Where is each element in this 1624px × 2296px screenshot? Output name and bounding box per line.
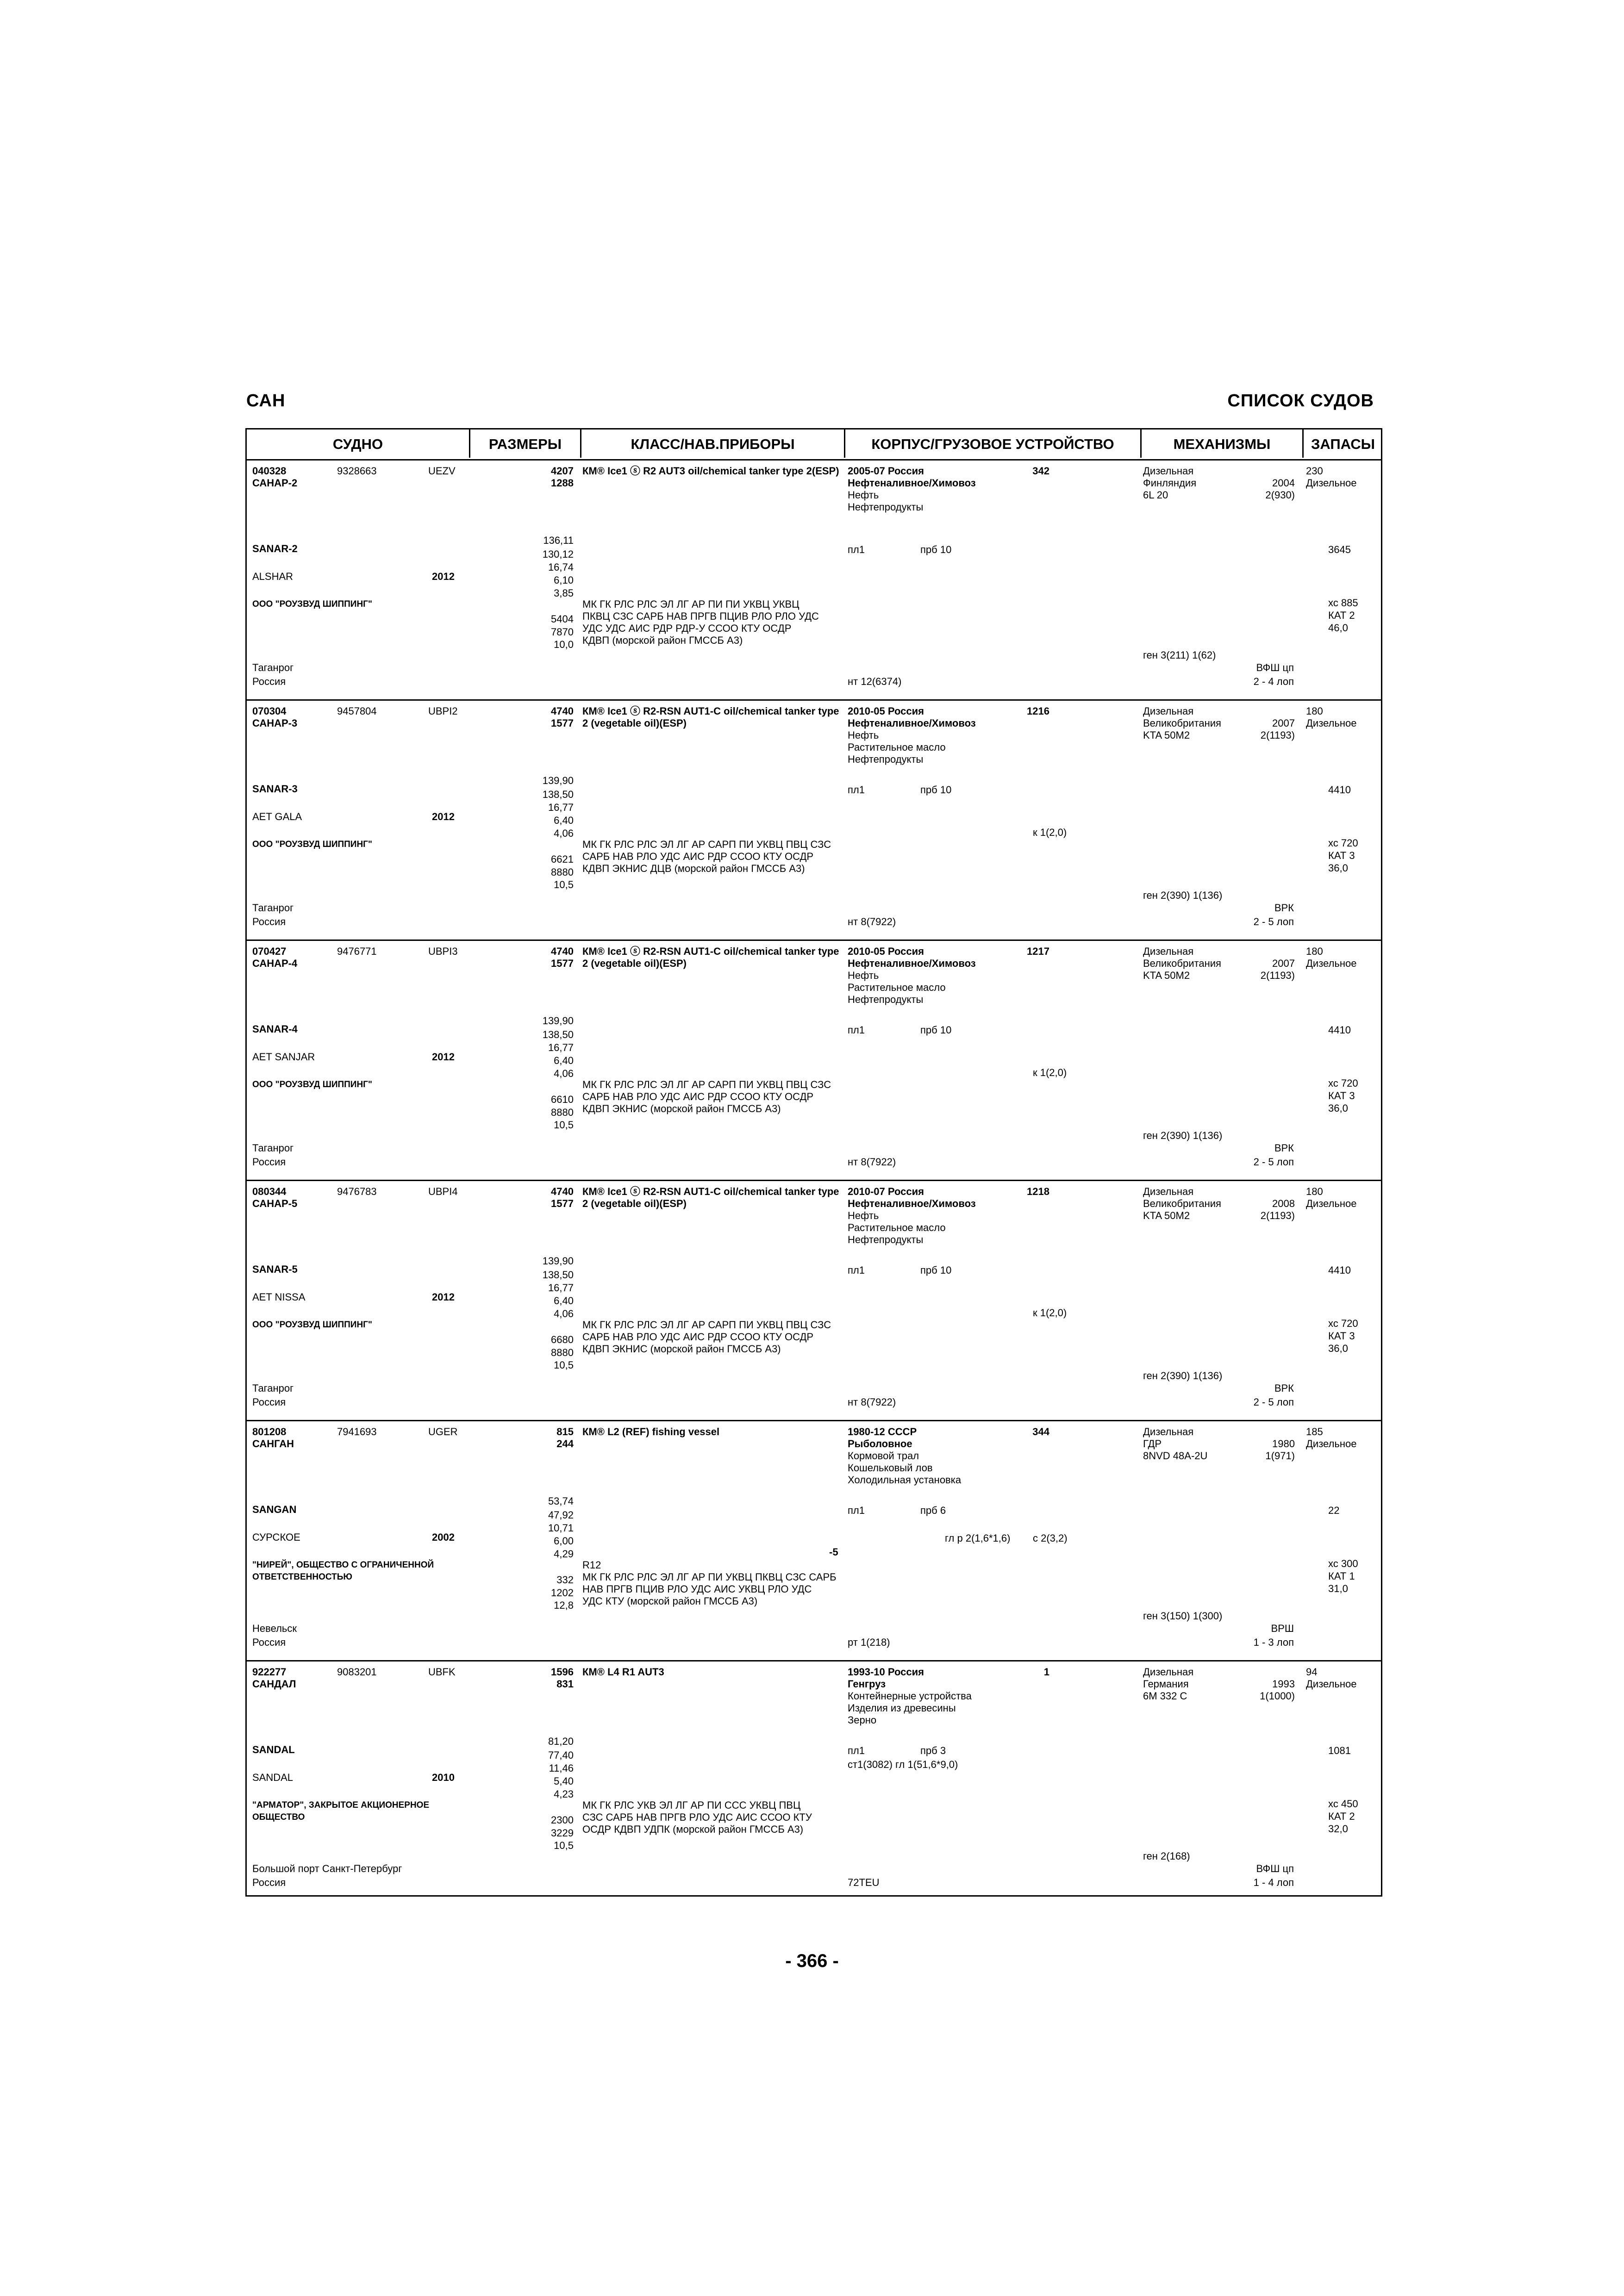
generators: ген 3(211) 1(62) (1143, 649, 1216, 661)
draft: 36,0 (1328, 1343, 1348, 1354)
class-notation: КМ® Ice1 ⓢ R2-RSN AUT1-C oil/chemical tanker type 2 (vegetable oil)(ESP) (582, 1186, 839, 1209)
imo-number: 9476771 (337, 946, 377, 957)
former-year: 2012 (432, 1051, 455, 1063)
crane: к 1(2,0) (1033, 827, 1067, 838)
propeller-blades: 2 - 5 лоп (1253, 1156, 1294, 1168)
cargo-gear: гл р 2(1,6*1,6) (945, 1532, 1011, 1544)
propeller-blades: 2 - 4 лоп (1253, 676, 1294, 687)
speed: хс 720 (1328, 1077, 1358, 1089)
dimension-value: 4207 (551, 465, 574, 477)
dimension-value: 6,40 (554, 1055, 574, 1066)
yard-number: 1216 (1027, 705, 1049, 717)
tonnage: 72TEU (848, 1877, 880, 1888)
flag-state: Россия (252, 1636, 286, 1648)
engine-model: 8NVD 48A-2U (1143, 1450, 1208, 1462)
former-year: 2010 (432, 1772, 455, 1783)
col-vessel: СУДНО (332, 436, 383, 452)
dimension-value: 6610 (551, 1094, 574, 1105)
engine-country: Германия (1143, 1678, 1189, 1690)
vessel-record (247, 1421, 1381, 1661)
propeller: ВФШ цп (1256, 1863, 1294, 1874)
dimension-value: 1596 (551, 1666, 574, 1678)
draft: 36,0 (1328, 1102, 1348, 1114)
fuel-amount: 185 (1306, 1426, 1323, 1437)
speed: хс 300 (1328, 1558, 1358, 1569)
reg-number: 070304 (252, 705, 287, 717)
flag-state: Россия (252, 676, 286, 687)
dimension-value: 3229 (551, 1827, 574, 1839)
propeller-blades: 2 - 5 лоп (1253, 1396, 1294, 1408)
yard-number: 1217 (1027, 946, 1049, 957)
build-date: 1980-12 СССР (848, 1426, 917, 1437)
generators: ген 3(150) 1(300) (1143, 1610, 1223, 1622)
propeller-blades: 2 - 5 лоп (1253, 916, 1294, 927)
dimension-value: 4,29 (554, 1548, 574, 1560)
call-sign: UGER (428, 1426, 458, 1437)
range: 4410 (1328, 1264, 1351, 1276)
vessel-type: Нефтеналивное/Химовоз (848, 717, 976, 729)
draft: 31,0 (1328, 1583, 1348, 1594)
engine-country: Финляндия (1143, 477, 1197, 489)
owner-name: ООО "РОУЗВУД ШИППИНГ" (252, 1080, 372, 1089)
propeller: ВРК (1274, 1382, 1294, 1394)
vessel-type: Нефтеналивное/Химовоз (848, 1198, 976, 1209)
dimension-value: 77,40 (548, 1749, 574, 1761)
former-name: AET SANJAR (252, 1051, 315, 1063)
imo-number: 9328663 (337, 465, 377, 477)
former-year: 2002 (432, 1531, 455, 1543)
nav-equipment: R12 МК ГК РЛС РЛС ЭЛ ЛГ АР ПИ УКВЦ ПКВЦ СЗС САРБ НАВ ПРГВ ПЦИВ РЛО УДС АИС УКВЦ РЛО УДС УДС КТУ (морской район ГМССБ А3) (582, 1559, 837, 1607)
draft: 32,0 (1328, 1823, 1348, 1835)
category: КАТ 3 (1328, 1090, 1355, 1101)
fuel-type: Дизельное (1306, 1438, 1357, 1450)
decks: пл1 (848, 544, 865, 555)
flag-state: Россия (252, 916, 286, 927)
dimension-value: 10,5 (554, 1119, 574, 1131)
crane: к 1(2,0) (1033, 1067, 1067, 1078)
dimension-value: 8880 (551, 1107, 574, 1118)
dimension-value: 139,90 (542, 1255, 574, 1267)
class-notation: КМ® L4 R1 AUT3 (582, 1666, 664, 1678)
speed: хс 720 (1328, 837, 1358, 849)
propeller: ВФШ цп (1256, 662, 1294, 673)
fuel-type: Дизельное (1306, 1678, 1357, 1690)
vessel-record (247, 1661, 1381, 1902)
category: КАТ 3 (1328, 1330, 1355, 1342)
generators: ген 2(390) 1(136) (1143, 1130, 1223, 1141)
reg-number: 922277 (252, 1666, 287, 1678)
dimension-value: 8880 (551, 866, 574, 878)
dimension-value: 4,23 (554, 1788, 574, 1800)
tonnage: нт 8(7922) (848, 1156, 896, 1168)
yard-number: 1 (1043, 1666, 1049, 1678)
vessel-type: Генгруз (848, 1678, 886, 1690)
class-notation: КМ® L2 (REF) fishing vessel (582, 1426, 720, 1437)
vessel-name: САНГАН (252, 1438, 294, 1450)
engine-year: 1993 (1272, 1678, 1295, 1690)
engine-type: Дизельная (1143, 705, 1194, 717)
dimension-value: 10,71 (548, 1522, 574, 1534)
dimension-value: 5404 (551, 613, 574, 625)
category: КАТ 2 (1328, 1811, 1355, 1822)
yard-number: 342 (1032, 465, 1049, 477)
dimension-value: 10,5 (554, 1840, 574, 1851)
engine-country: Великобритания (1143, 717, 1221, 729)
engine-model: 6M 332 C (1143, 1690, 1187, 1702)
call-sign: UBPI2 (428, 705, 458, 717)
home-port: Невельск (252, 1623, 297, 1634)
class-notation: КМ® Ice1 ⓢ R2 AUT3 oil/chemical tanker type 2(ESP) (582, 465, 839, 477)
range: 22 (1328, 1505, 1340, 1516)
speed: хс 885 (1328, 597, 1358, 609)
dimension-value: 4740 (551, 1186, 574, 1197)
vessel-name: САНАР-5 (252, 1198, 298, 1209)
imo-number: 7941693 (337, 1426, 377, 1437)
engine-country: ГДР (1143, 1438, 1162, 1450)
dimension-value: 10,0 (554, 639, 574, 650)
dimension-value: 6680 (551, 1334, 574, 1345)
dimension-value: 6,10 (554, 574, 574, 586)
dimension-value: 10,5 (554, 879, 574, 890)
dimension-value: 6,40 (554, 815, 574, 826)
holds: прб 10 (920, 1264, 952, 1276)
draft: 46,0 (1328, 622, 1348, 634)
engine-year: 2007 (1272, 717, 1295, 729)
flag-state: Россия (252, 1156, 286, 1168)
generators: ген 2(168) (1143, 1850, 1190, 1862)
former-name: SANDAL (252, 1772, 294, 1783)
vessel-name: САНАР-2 (252, 477, 298, 489)
dimension-value: 1202 (551, 1587, 574, 1599)
home-port: Таганрог (252, 1142, 294, 1154)
yard-number: 1218 (1027, 1186, 1049, 1197)
decks: пл1 (848, 1505, 865, 1516)
former-year: 2012 (432, 571, 455, 582)
vessel-record (247, 941, 1381, 1181)
propeller: ВРК (1274, 1142, 1294, 1154)
dimension-value: 16,77 (548, 1042, 574, 1053)
vessel-name-latin: SANAR-3 (252, 783, 298, 795)
fuel-amount: 180 (1306, 705, 1323, 717)
range: 3645 (1328, 544, 1351, 555)
category: КАТ 3 (1328, 850, 1355, 861)
propeller-blades: 1 - 3 лоп (1253, 1636, 1294, 1648)
engine-power: 2(1193) (1260, 729, 1295, 741)
dimension-value: 1288 (551, 477, 574, 489)
call-sign: UBFK (428, 1666, 456, 1678)
decks: пл1 (848, 1024, 865, 1036)
dimension-value: 5,40 (554, 1775, 574, 1787)
dimension-value: 12,8 (554, 1599, 574, 1611)
vessel-record (247, 1181, 1381, 1421)
fuel-amount: 230 (1306, 465, 1323, 477)
generators: ген 2(390) 1(136) (1143, 890, 1223, 901)
former-name: СУРСКОЕ (252, 1531, 300, 1543)
nav-equipment: МК ГК РЛС РЛС ЭЛ ЛГ АР САРП ПИ УКВЦ ПВЦ СЗС САРБ НАВ РЛО УДС АИС РДР ССОО КТУ ОСДР КДВП ЭКНИС (морской район ГМССБ А3) (582, 1079, 831, 1114)
flag-state: Россия (252, 1877, 286, 1888)
former-name: ALSHAR (252, 571, 294, 582)
decks: пл1 (848, 1264, 865, 1276)
vessel-name-latin: SANGAN (252, 1504, 297, 1515)
vessel-name: САНАР-3 (252, 717, 298, 729)
engine-year: 2007 (1272, 958, 1295, 969)
home-port: Большой порт Санкт-Петербург (252, 1863, 402, 1874)
engine-model: 6L 20 (1143, 489, 1168, 501)
engine-power: 2(1193) (1260, 970, 1295, 981)
cargo-gear: ст1(3082) гл 1(51,6*9,0) (848, 1759, 958, 1770)
engine-power: 2(1193) (1260, 1210, 1295, 1221)
call-sign: UBPI4 (428, 1186, 458, 1197)
cargo-types: Нефть Растительное масло Нефтепродукты (848, 1210, 946, 1245)
dimension-value: 139,90 (542, 1015, 574, 1027)
vessel-name-latin: SANAR-2 (252, 543, 298, 554)
fuel-type: Дизельное (1306, 477, 1357, 489)
flag-state: Россия (252, 1396, 286, 1408)
engine-model: KTA 50M2 (1143, 970, 1190, 981)
engine-model: KTA 50M2 (1143, 729, 1190, 741)
vessel-name-latin: SANDAL (252, 1744, 295, 1755)
cargo-types: Контейнерные устройства Изделия из древесины Зерно (848, 1690, 972, 1726)
decks: пл1 (848, 1745, 865, 1756)
vessel-name-latin: SANAR-4 (252, 1023, 298, 1035)
engine-power: 2(930) (1265, 489, 1295, 501)
dimension-value: 136,11 (543, 535, 574, 546)
engine-type: Дизельная (1143, 1186, 1194, 1197)
former-name: AET GALA (252, 811, 302, 822)
fuel-type: Дизельное (1306, 1198, 1357, 1209)
build-date: 2010-05 Россия (848, 705, 924, 717)
tonnage: рт 1(218) (848, 1636, 890, 1648)
engine-country: Великобритания (1143, 1198, 1221, 1209)
col-supplies: ЗАПАСЫ (1311, 436, 1375, 452)
cargo-types: Нефть Нефтепродукты (848, 489, 924, 513)
home-port: Таганрог (252, 902, 294, 914)
speed: хс 450 (1328, 1798, 1358, 1810)
dimension-value: 8880 (551, 1347, 574, 1358)
dimension-value: 7870 (551, 626, 574, 638)
category: КАТ 2 (1328, 610, 1355, 621)
former-year: 2012 (432, 1291, 455, 1303)
col-dimensions: РАЗМЕРЫ (488, 436, 562, 452)
range: 1081 (1328, 1745, 1351, 1756)
dimension-value: 138,50 (542, 1029, 574, 1040)
vessel-name: САНАР-4 (252, 958, 298, 969)
dimension-value: 81,20 (548, 1736, 574, 1747)
dimension-value: 130,12 (542, 548, 574, 560)
engine-model: KTA 50M2 (1143, 1210, 1190, 1221)
engine-type: Дизельная (1143, 465, 1194, 477)
vessel-type: Нефтеналивное/Химовоз (848, 958, 976, 969)
reg-number: 801208 (252, 1426, 287, 1437)
draft: 36,0 (1328, 862, 1348, 874)
vessel-record (247, 460, 1381, 701)
engine-type: Дизельная (1143, 946, 1194, 957)
dimension-value: 53,74 (548, 1495, 574, 1507)
nav-equipment: МК ГК РЛС РЛС ЭЛ ЛГ АР САРП ПИ УКВЦ ПВЦ СЗС САРБ НАВ РЛО УДС АИС РДР ССОО КТУ ОСДР КДВП ЭКНИС (морской район ГМССБ А3) (582, 1319, 831, 1355)
engine-year: 1980 (1272, 1438, 1295, 1450)
propeller: ВРШ (1271, 1623, 1294, 1634)
dimension-value: 4,06 (554, 828, 574, 839)
page-number: - 366 - (785, 1951, 839, 1971)
dimension-value: 2300 (551, 1814, 574, 1826)
dimension-value: 16,74 (548, 561, 574, 573)
vessel-name: САНДАЛ (252, 1678, 296, 1690)
cargo-types: Нефть Растительное масло Нефтепродукты (848, 729, 946, 765)
build-date: 1993-10 Россия (848, 1666, 924, 1678)
note: -5 (829, 1546, 838, 1558)
engine-power: 1(1000) (1260, 1690, 1295, 1702)
build-date: 2005-07 Россия (848, 465, 924, 477)
engine-year: 2004 (1272, 477, 1295, 489)
owner-name: ООО "РОУЗВУД ШИППИНГ" (252, 599, 372, 609)
dimension-value: 16,77 (548, 1282, 574, 1294)
decks: пл1 (848, 784, 865, 796)
reg-number: 040328 (252, 465, 287, 477)
propeller-blades: 1 - 4 лоп (1253, 1877, 1294, 1888)
tonnage: нт 8(7922) (848, 916, 896, 927)
imo-number: 9083201 (337, 1666, 377, 1678)
engine-power: 1(971) (1265, 1450, 1295, 1462)
fuel-amount: 94 (1306, 1666, 1318, 1678)
reg-number: 070427 (252, 946, 287, 957)
owner-name: ООО "РОУЗВУД ШИППИНГ" (252, 840, 372, 849)
dimension-value: 4,06 (554, 1308, 574, 1319)
dimension-value: 6,00 (554, 1535, 574, 1547)
dimension-value: 3,85 (554, 587, 574, 599)
fuel-type: Дизельное (1306, 958, 1357, 969)
engine-year: 2008 (1272, 1198, 1295, 1209)
dimension-value: 815 (556, 1426, 574, 1437)
speed: хс 720 (1328, 1318, 1358, 1329)
holds: прб 10 (920, 544, 952, 555)
engine-country: Великобритания (1143, 958, 1221, 969)
dimension-value: 1577 (551, 958, 574, 969)
nav-equipment: МК ГК РЛС РЛС ЭЛ ЛГ АР ПИ ПИ УКВЦ УКВЦ ПКВЦ СЗС САРБ НАВ ПРГВ ПЦИВ РЛО РЛО УДС УДС УДС АИС РДР РДР-У ССОО КТУ ОСДР КДВП (морской район ГМССБ А3) (582, 598, 819, 646)
class-notation: КМ® Ice1 ⓢ R2-RSN AUT1-C oil/chemical tanker type 2 (vegetable oil)(ESP) (582, 946, 839, 969)
cargo-types: Нефть Растительное масло Нефтепродукты (848, 970, 946, 1005)
call-sign: UEZV (428, 465, 456, 477)
dimension-value: 10,5 (554, 1359, 574, 1371)
dimension-value: 11,46 (549, 1762, 574, 1774)
owner-name: ООО "РОУЗВУД ШИППИНГ" (252, 1320, 372, 1330)
dimension-value: 6,40 (554, 1295, 574, 1307)
home-port: Таганрог (252, 662, 294, 673)
vessel-table (245, 428, 1382, 1897)
fuel-type: Дизельное (1306, 717, 1357, 729)
dimension-value: 4740 (551, 705, 574, 717)
generators: ген 2(390) 1(136) (1143, 1370, 1223, 1381)
class-notation: КМ® Ice1 ⓢ R2-RSN AUT1-C oil/chemical tanker type 2 (vegetable oil)(ESP) (582, 705, 839, 729)
nav-equipment: МК ГК РЛС УКВ ЭЛ ЛГ АР ПИ ССС УКВЦ ПВЦ СЗС САРБ НАВ ПРГВ РЛО УДС АИС ССОО КТУ ОСДР КДВП УДПК (морской район ГМССБ А3) (582, 1799, 812, 1835)
former-name: AET NISSA (252, 1291, 306, 1303)
range: 4410 (1328, 1024, 1351, 1036)
fuel-amount: 180 (1306, 946, 1323, 957)
yard-number: 344 (1032, 1426, 1049, 1437)
build-date: 2010-05 Россия (848, 946, 924, 957)
col-class: КЛАСС/НАВ.ПРИБОРЫ (631, 436, 795, 452)
fuel-amount: 180 (1306, 1186, 1323, 1197)
col-machinery: МЕХАНИЗМЫ (1173, 436, 1271, 452)
former-year: 2012 (432, 811, 455, 822)
crane: с 2(3,2) (1033, 1532, 1068, 1544)
imo-number: 9457804 (337, 705, 377, 717)
section-title: СПИСОК СУДОВ (1227, 391, 1374, 411)
propeller: ВРК (1274, 902, 1294, 914)
vessel-name-latin: SANAR-5 (252, 1263, 298, 1275)
dimension-value: 244 (556, 1438, 574, 1450)
vessel-type: Рыболовное (848, 1438, 912, 1450)
engine-type: Дизельная (1143, 1426, 1194, 1437)
dimension-value: 139,90 (542, 775, 574, 786)
dimension-value: 138,50 (542, 1269, 574, 1281)
owner-name: "АРМАТОР", ЗАКРЫТОЕ АКЦИОНЕРНОЕ ОБЩЕСТВО (252, 1800, 430, 1822)
call-sign: UBPI3 (428, 946, 458, 957)
dimension-value: 4740 (551, 946, 574, 957)
tonnage: нт 8(7922) (848, 1396, 896, 1408)
vessel-type: Нефтеналивное/Химовоз (848, 477, 976, 489)
holds: прб 3 (920, 1745, 946, 1756)
dimension-value: 138,50 (542, 789, 574, 800)
nav-equipment: МК ГК РЛС РЛС ЭЛ ЛГ АР САРП ПИ УКВЦ ПВЦ СЗС САРБ НАВ РЛО УДС АИС РДР ССОО КТУ ОСДР КДВП ЭКНИС ДЦВ (морской район ГМССБ А3) (582, 839, 831, 874)
dimension-value: 332 (556, 1574, 574, 1586)
dimension-value: 1577 (551, 1198, 574, 1209)
holds: прб 10 (920, 1024, 952, 1036)
dimension-value: 6621 (551, 853, 574, 865)
table-header (247, 429, 1381, 460)
cargo-types: Кормовой трал Кошельковый лов Холодильная установка (848, 1450, 962, 1486)
col-hull: КОРПУС/ГРУЗОВОЕ УСТРОЙСТВО (871, 436, 1114, 452)
build-date: 2010-07 Россия (848, 1186, 924, 1197)
dimension-value: 1577 (551, 717, 574, 729)
imo-number: 9476783 (337, 1186, 377, 1197)
vessel-record (247, 701, 1381, 941)
home-port: Таганрог (252, 1382, 294, 1394)
dimension-value: 47,92 (548, 1509, 574, 1521)
dimension-value: 16,77 (548, 802, 574, 813)
holds: прб 6 (920, 1505, 946, 1516)
engine-type: Дизельная (1143, 1666, 1194, 1678)
holds: прб 10 (920, 784, 952, 796)
section-code: САН (246, 391, 286, 411)
dimension-value: 4,06 (554, 1068, 574, 1079)
crane: к 1(2,0) (1033, 1307, 1067, 1319)
tonnage: нт 12(6374) (848, 676, 902, 687)
category: КАТ 1 (1328, 1570, 1355, 1582)
reg-number: 080344 (252, 1186, 287, 1197)
dimension-value: 831 (556, 1678, 574, 1690)
range: 4410 (1328, 784, 1351, 796)
owner-name: "НИРЕЙ", ОБЩЕСТВО С ОГРАНИЧЕННОЙ ОТВЕТСТВЕННОСТЬЮ (252, 1560, 434, 1582)
